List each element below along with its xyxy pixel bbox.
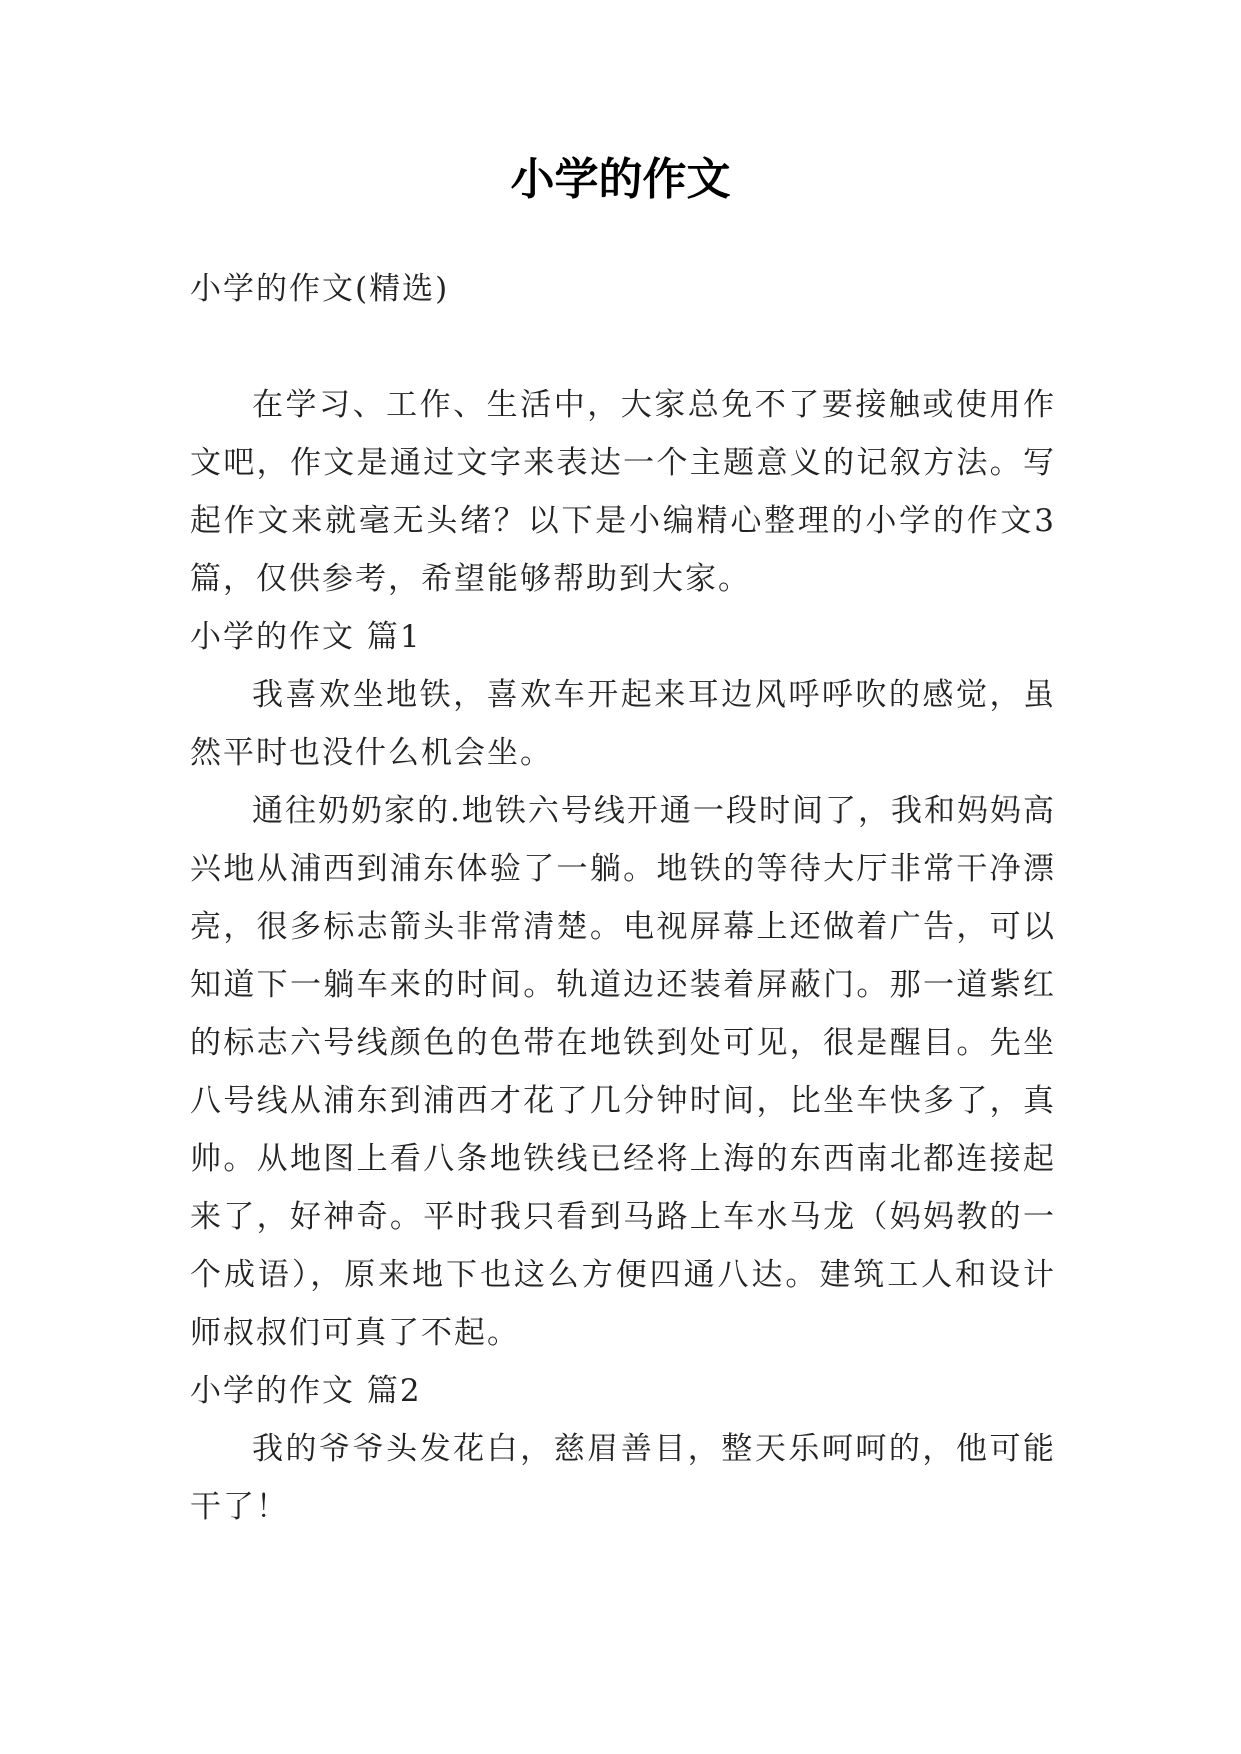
section-heading-1: 小学的作文 篇1 <box>190 619 422 655</box>
section-heading-2: 小学的作文 篇2 <box>190 1373 422 1409</box>
document-title: 小学的作文 <box>510 154 731 205</box>
intro-paragraph: 在学习、工作、生活中，大家总免不了要接触或使用作文吧，作文是通过文字来表达一个主题意义的记叙方法。写起作文来就毫无头绪？以下是小编精心整理的小学的作文3篇，仅供参考，希望能够帮助到大家。 <box>190 387 1056 597</box>
section-1-paragraph-1: 我喜欢坐地铁，喜欢车开起来耳边风呼呼吹的感觉，虽然平时也没什么机会坐。 <box>190 677 1056 771</box>
document-body <box>190 258 1056 1536</box>
section-1-paragraph-2: 通往奶奶家的.地铁六号线开通一段时间了，我和妈妈高兴地从浦西到浦东体验了一躺。地铁的等待大厅非常干净漂亮，很多标志箭头非常清楚。电视屏幕上还做着广告，可以知道下一躺车来的时间。轨道边还装着屏蔽门。那一道紫红的标志六号线颜色的色带在地铁到处可见，很是醒目。先坐八号线从浦东到浦西才花了几分钟时间，比坐车快多了，真帅。从地图上看八条地铁线已经将上海的东西南北都连接起来了，好神奇。平时我只看到马路上车水马龙（妈妈教的一个成语），原来地下也这么方便四通八达。建筑工人和设计师叔叔们可真了不起。 <box>190 793 1056 1351</box>
section-2-paragraph-1: 我的爷爷头发花白，慈眉善目，整天乐呵呵的，他可能干了！ <box>190 1431 1056 1525</box>
document-subtitle: 小学的作文(精选) <box>190 271 450 307</box>
